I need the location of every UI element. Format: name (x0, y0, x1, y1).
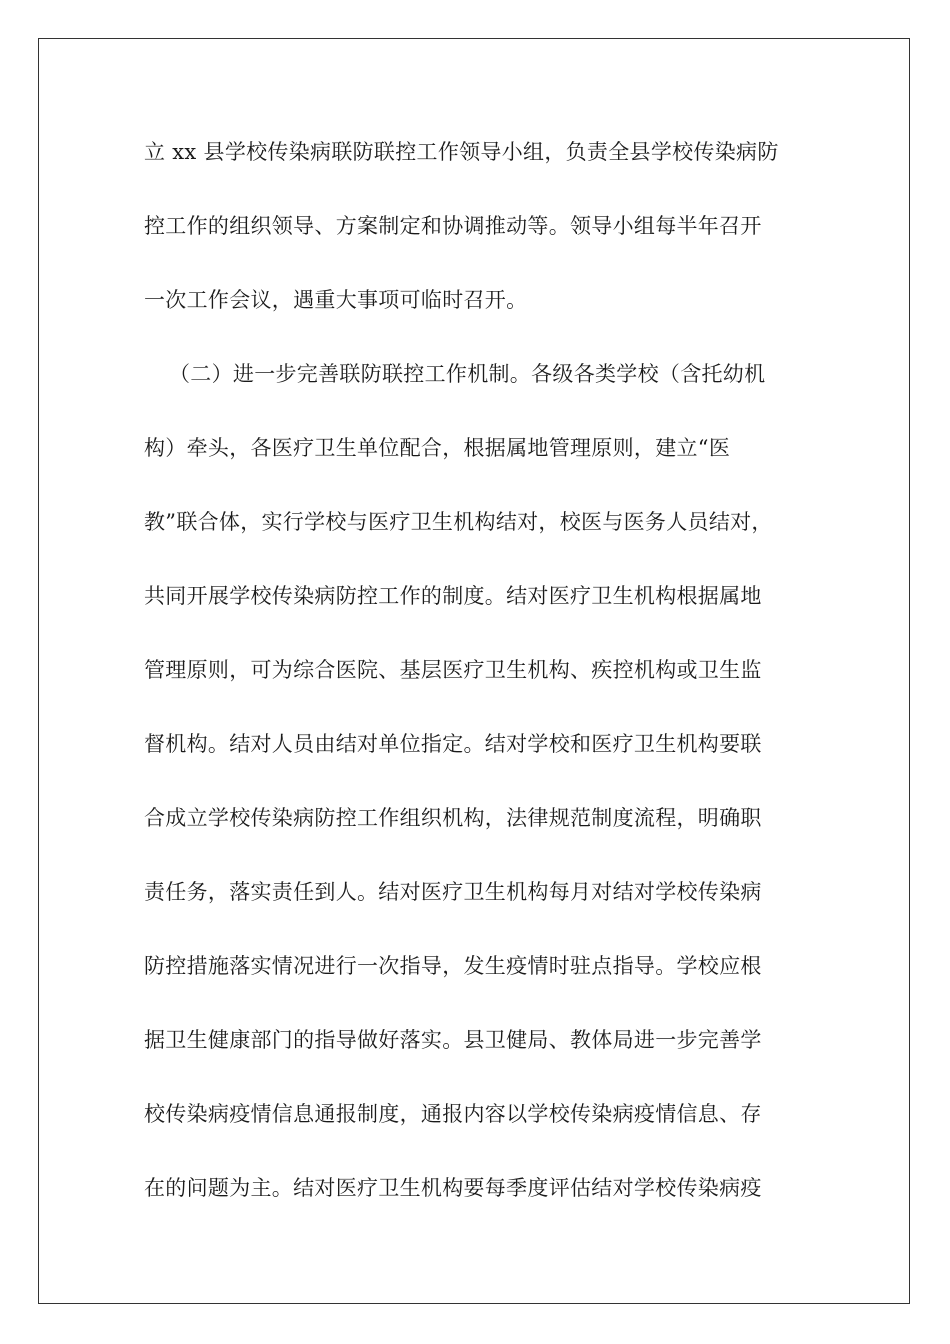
text-line: 构）牵头，各医疗卫生单位配合，根据属地管理原则，建立“医 (144, 436, 731, 460)
text-line: 校传染病疫情信息通报制度，通报内容以学校传染病疫情信息、存 (144, 1102, 762, 1126)
section-heading-line: （二）进一步完善联防联控工作机制。各级各类学校（含托幼机 (169, 362, 766, 386)
text-line: 立 xx 县学校传染病联防联控工作领导小组，负责全县学校传染病防 (144, 140, 779, 164)
text-line: 一次工作会议，遇重大事项可临时召开。 (144, 288, 528, 312)
text-line: 在的问题为主。结对医疗卫生机构要每季度评估结对学校传染病疫 (144, 1176, 762, 1200)
text-line: 教”联合体，实行学校与医疗卫生机构结对，校医与医务人员结对， (144, 510, 773, 534)
document-body (144, 132, 804, 1242)
text-line: 责任务，落实责任到人。结对医疗卫生机构每月对结对学校传染病 (144, 880, 762, 904)
text-line: 督机构。结对人员由结对单位指定。结对学校和医疗卫生机构要联 (144, 732, 762, 756)
text-line: 管理原则，可为综合医院、基层医疗卫生机构、疾控机构或卫生监 (144, 658, 762, 682)
text-line: 防控措施落实情况进行一次指导，发生疫情时驻点指导。学校应根 (144, 954, 762, 978)
text-line: 据卫生健康部门的指导做好落实。县卫健局、教体局进一步完善学 (144, 1028, 762, 1052)
text-line: 共同开展学校传染病防控工作的制度。结对医疗卫生机构根据属地 (144, 584, 762, 608)
text-line: 控工作的组织领导、方案制定和协调推动等。领导小组每半年召开 (144, 214, 762, 238)
text-line: 合成立学校传染病防控工作组织机构，法律规范制度流程，明确职 (144, 806, 762, 830)
